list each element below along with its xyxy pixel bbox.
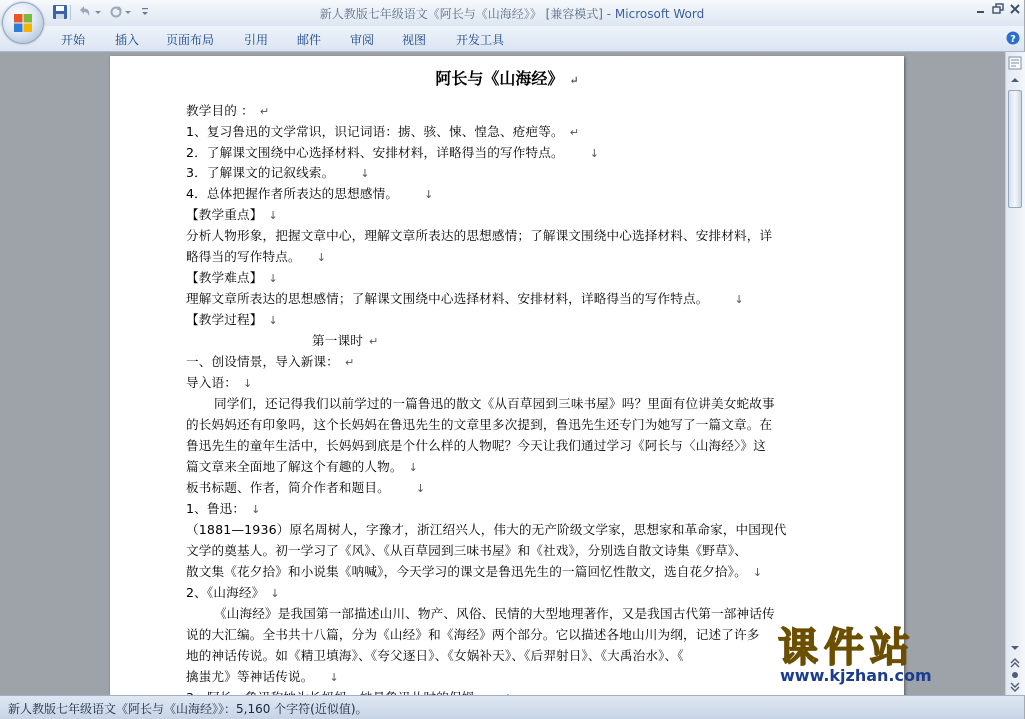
tab-references[interactable]: 引用 xyxy=(244,33,269,47)
document-title-text: 阿长与《山海经》 xyxy=(435,69,564,88)
watermark-url: www.kjzhan.com xyxy=(780,666,932,685)
tab-developer[interactable]: 开发工具 xyxy=(456,33,505,47)
help-icon[interactable] xyxy=(1006,31,1020,45)
doc-line xyxy=(186,288,744,307)
window-title-document: 新人教版七年级语文《阿长与《山海经》》 [兼容模式] - xyxy=(319,7,615,21)
status-bar xyxy=(0,695,1024,719)
tab-home[interactable]: 开始 xyxy=(61,33,86,47)
doc-line-text: 【教学难点】 xyxy=(186,270,263,285)
close-icon[interactable] xyxy=(1008,3,1022,15)
paragraph-mark-icon: ↵ xyxy=(344,356,355,369)
tab-page-layout[interactable]: 页面布局 xyxy=(166,33,215,47)
doc-line xyxy=(186,540,747,559)
svg-text:?: ? xyxy=(1010,34,1016,45)
doc-line xyxy=(214,393,775,412)
line-break-icon: ↓ xyxy=(415,482,426,495)
restore-icon[interactable] xyxy=(991,3,1005,15)
paragraph-mark-icon: ↵ xyxy=(259,105,270,118)
vertical-scrollbar[interactable] xyxy=(1005,52,1025,695)
line-break-icon: ↓ xyxy=(360,167,370,180)
doc-line xyxy=(186,309,278,328)
doc-line-text: 板书标题、作者，简介作者和题目。 xyxy=(186,480,390,495)
doc-line xyxy=(186,183,433,202)
doc-line xyxy=(186,435,766,454)
doc-line-text: 擒蚩尤》等神话传说。 xyxy=(186,669,314,684)
doc-line-text: 篇文章来全面地了解这个有趣的人物。 xyxy=(186,459,403,474)
doc-line-text: 教学目的 ： xyxy=(186,103,254,118)
doc-line xyxy=(186,498,261,517)
doc-line-text: 文学的奠基人。初一学习了《风》、《从百草园到三味书屋》和《社戏》，分别选自散文诗集《野草》、 xyxy=(186,543,748,558)
doc-line xyxy=(186,645,684,664)
doc-line-text: 分析人物形象，把握文章中心，理解文章所表达的思想感情；了解课文围绕中心选择材料、安排材料，详 xyxy=(186,228,773,243)
line-break-icon: ↓ xyxy=(251,503,261,516)
line-break-icon: ↓ xyxy=(589,147,600,160)
doc-line xyxy=(186,162,370,181)
line-break-icon: ↓ xyxy=(270,587,280,600)
doc-line xyxy=(312,330,378,349)
doc-line-text: 【教学过程】 xyxy=(186,312,263,327)
paragraph-mark-icon: ↵ xyxy=(368,335,379,348)
tab-review[interactable]: 审阅 xyxy=(350,33,375,47)
doc-line-text: 3．了解课文的记叙线索。 xyxy=(186,165,335,180)
scroll-up-icon[interactable] xyxy=(1008,74,1022,86)
doc-line-text: 《山海经》是我国第一部描述山川、物产、风俗、民情的大型地理著作，又是我国古代第一部神话传 xyxy=(214,606,775,621)
doc-line xyxy=(186,519,787,538)
watermark-logo xyxy=(774,616,1004,696)
line-break-icon: ↓ xyxy=(268,209,278,222)
line-break-icon: ↓ xyxy=(268,314,278,327)
doc-line xyxy=(214,603,775,622)
title-bar xyxy=(0,0,1024,26)
line-break-icon: ↓ xyxy=(424,188,434,201)
doc-line-text: 的长妈妈还有印象吗，这个长妈妈在鲁迅先生的文章里多次提到，鲁迅先生还专门为她写了一篇文章。在 xyxy=(186,417,773,432)
minimize-icon[interactable] xyxy=(974,3,988,15)
watermark-title: 课件站 xyxy=(778,625,916,671)
doc-line-text: 同学们，还记得我们以前学过的一篇鲁迅的散文《从百草园到三味书屋》吗？里面有位讲美女蛇故事 xyxy=(214,396,775,411)
doc-line-text: 4．总体把握作者所表达的思想感情。 xyxy=(186,186,399,201)
doc-line-text: 一、创设情景，导入新课： xyxy=(186,354,339,369)
view-ruler-icon[interactable] xyxy=(1008,56,1022,70)
paragraph-mark-icon: ↵ xyxy=(569,74,579,87)
doc-line xyxy=(186,372,252,391)
doc-line-text: 2、《山海经》 xyxy=(186,585,265,600)
select-browse-object-icon[interactable] xyxy=(1008,670,1022,680)
doc-line xyxy=(186,477,425,496)
doc-line-text: 略得当的写作特点。 xyxy=(186,249,301,264)
doc-line-text: 说的大汇编。全书共十八篇，分为《山经》和《海经》两个部分。它以描述各地山川为纲，记述了许多 xyxy=(186,627,760,642)
tab-mailings[interactable]: 邮件 xyxy=(297,33,322,47)
doc-line xyxy=(186,142,599,161)
next-page-icon[interactable] xyxy=(1008,682,1022,692)
tab-insert[interactable]: 插入 xyxy=(115,33,140,47)
doc-line xyxy=(186,267,278,286)
document-title xyxy=(110,66,904,89)
ribbon-tab-bar xyxy=(0,26,1024,52)
window-title-app: Microsoft Word xyxy=(614,7,705,21)
line-break-icon: ↓ xyxy=(408,461,419,474)
scroll-thumb[interactable] xyxy=(1008,90,1022,208)
line-break-icon: ↓ xyxy=(734,293,744,306)
doc-line-text: （1881—1936）原名周树人，字豫才，浙江绍兴人，伟大的无产阶级文学家，思想家和革命家，中国现代 xyxy=(186,522,787,537)
doc-line xyxy=(186,351,354,370)
doc-line-text: 散文集《花夕拾》和小说集《呐喊》，今天学习的课文是鲁迅先生的一篇回忆性散文，选自花夕拾》。 xyxy=(186,564,747,579)
scroll-down-icon[interactable] xyxy=(1008,642,1022,654)
doc-line xyxy=(186,414,772,433)
doc-line-text: 1、鲁迅： xyxy=(186,501,246,516)
doc-line xyxy=(186,121,579,140)
previous-page-icon[interactable] xyxy=(1008,658,1022,668)
doc-line xyxy=(186,100,269,119)
doc-line-text: 1、复习鲁迅的文学常识，识记词语：掳、骇、悚、惶急、疮疤等。 xyxy=(186,124,564,139)
doc-line xyxy=(186,582,280,601)
document-workspace[interactable] xyxy=(0,52,1005,695)
office-logo-icon xyxy=(13,13,33,33)
doc-line-text: 鲁迅先生的童年生活中，长妈妈到底是个什么样的人物呢？今天让我们通过学习《阿长与〈山海经〉》这 xyxy=(186,438,766,453)
office-button[interactable] xyxy=(2,2,44,44)
line-break-icon: ↓ xyxy=(752,566,763,579)
doc-line xyxy=(186,225,772,244)
line-break-icon: ↓ xyxy=(242,377,253,390)
doc-line xyxy=(186,624,759,643)
line-break-icon: ↓ xyxy=(268,272,278,285)
doc-line xyxy=(186,204,278,223)
doc-line-text: 理解文章所表达的思想感情；了解课文围绕中心选择材料、安排材料，详略得当的写作特点。 xyxy=(186,291,709,306)
status-word-count: 新人教版七年级语文《阿长与《山海经》》：5,160 个字符(近似值)。 xyxy=(8,702,368,716)
doc-line xyxy=(186,246,326,265)
doc-line-text: 导入语： xyxy=(186,375,237,390)
doc-line-text: 第一课时 xyxy=(312,333,363,348)
window-title xyxy=(0,5,1024,22)
paragraph-mark-icon: ↵ xyxy=(569,126,580,139)
doc-line xyxy=(186,456,418,475)
doc-line xyxy=(186,561,762,580)
line-break-icon: ↓ xyxy=(329,671,339,684)
doc-line-text: 【教学重点】 xyxy=(186,207,263,222)
doc-line-text: 2．了解课文围绕中心选择材料、安排材料，详略得当的写作特点。 xyxy=(186,145,564,160)
doc-line xyxy=(186,666,339,685)
line-break-icon: ↓ xyxy=(316,251,327,264)
tab-view[interactable]: 视图 xyxy=(402,33,427,47)
doc-line-text: 地的神话传说。如《精卫填海》、《夸父逐日》、《女娲补天》、《后羿射日》、《大禹治水》、《 xyxy=(186,648,684,663)
